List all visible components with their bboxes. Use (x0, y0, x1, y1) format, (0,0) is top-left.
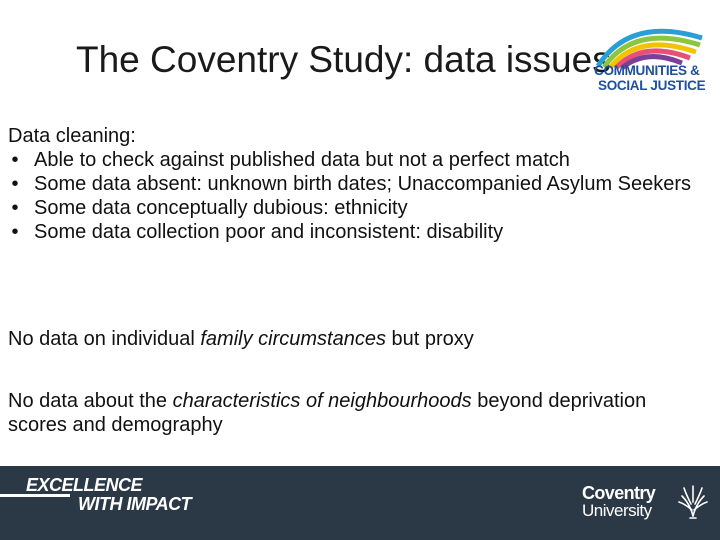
bullet-item (8, 148, 708, 172)
excellence-line1: EXCELLENCE (26, 475, 143, 495)
excellence-with-impact-logo (26, 476, 191, 514)
bullet-icon: • (11, 221, 19, 243)
paragraph-family-circumstances (8, 327, 474, 351)
bullet-text: Some data absent: unknown birth dates; Unaccompanied Asylum Seekers (34, 173, 692, 195)
bullet-icon: • (11, 173, 19, 195)
para1-italic: family circumstances (200, 328, 386, 350)
paragraph-neighbourhoods (8, 389, 688, 437)
slide-title: The Coventry Study: data issues (76, 39, 611, 80)
para2-italic: characteristics of neighbourhoods (172, 390, 472, 412)
bullet-list (8, 148, 708, 244)
bullet-item (8, 196, 708, 220)
university-name-line2: University (582, 501, 652, 520)
university-name-line1: Coventry (582, 483, 656, 503)
bullet-icon: • (11, 149, 19, 171)
logo-text-line1: COMMUNITIES & (594, 63, 700, 78)
bullet-icon: • (11, 197, 19, 219)
excellence-line2: WITH IMPACT (78, 494, 192, 514)
coventry-university-logo (582, 484, 655, 519)
bullet-text: Able to check against published data but not a perfect match (34, 149, 570, 171)
para2-text-after: beyond deprivation scores and demography (8, 390, 647, 436)
para1-text-before: No data on individual (8, 328, 201, 350)
bullet-item (8, 220, 708, 244)
para1-text-after: but proxy (385, 328, 474, 350)
section-heading: Data cleaning: (8, 125, 136, 147)
logo-text-line2: SOCIAL JUSTICE (598, 78, 706, 93)
communities-social-justice-logo (590, 20, 718, 100)
phoenix-emblem-icon (676, 482, 710, 520)
bullet-text: Some data collection poor and inconsistent: disability (34, 221, 504, 243)
bullet-text: Some data conceptually dubious: ethnicity (34, 197, 408, 219)
bullet-item (8, 172, 708, 196)
slide-body (8, 124, 708, 244)
para2-text-before: No data about the (8, 390, 173, 412)
